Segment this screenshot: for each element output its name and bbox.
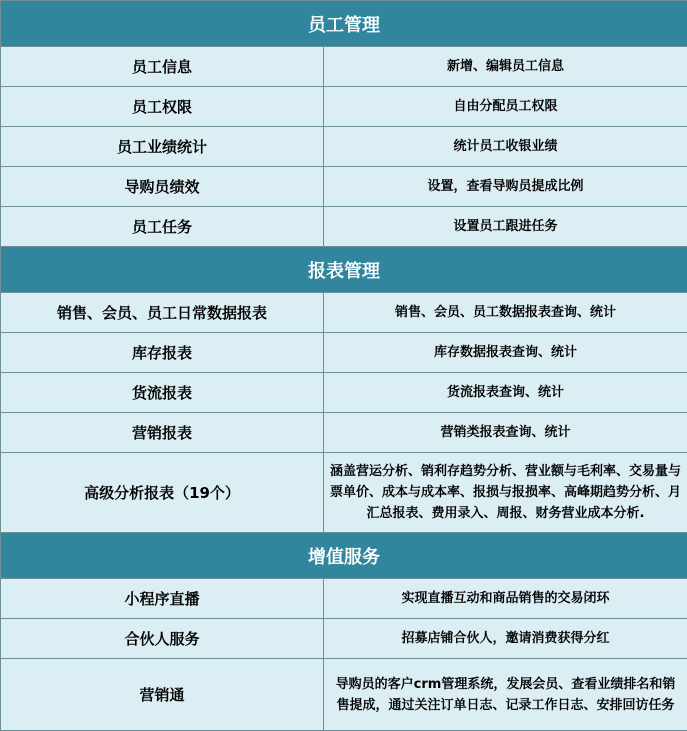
table-row <box>1 47 687 87</box>
table-row <box>1 167 687 207</box>
section-title: 员工管理 <box>1 1 687 47</box>
section-header-value-added <box>1 533 687 579</box>
table-row <box>1 207 687 247</box>
feature-name: 导购员绩效 <box>1 167 324 207</box>
feature-desc: 货流报表查询、统计 <box>324 373 687 413</box>
feature-desc: 自由分配员工权限 <box>324 87 687 127</box>
feature-name: 库存报表 <box>1 333 324 373</box>
table-row <box>1 293 687 333</box>
table-row <box>1 453 687 533</box>
feature-desc: 营销类报表查询、统计 <box>324 413 687 453</box>
feature-name: 员工任务 <box>1 207 324 247</box>
feature-name: 合伙人服务 <box>1 619 324 659</box>
feature-desc: 导购员的客户crm管理系统，发展会员、查看业绩排名和销售提成，通过关注订单日志、记录工作日志、安排回访任务 <box>324 659 687 731</box>
feature-desc: 新增、编辑员工信息 <box>324 47 687 87</box>
feature-desc: 库存数据报表查询、统计 <box>324 333 687 373</box>
feature-name: 销售、会员、员工日常数据报表 <box>1 293 324 333</box>
section-title: 报表管理 <box>1 247 687 293</box>
feature-desc: 招募店铺合伙人，邀请消费获得分红 <box>324 619 687 659</box>
feature-desc: 设置，查看导购员提成比例 <box>324 167 687 207</box>
section-header-reports <box>1 247 687 293</box>
feature-name: 营销通 <box>1 659 324 731</box>
table-row <box>1 333 687 373</box>
table-row <box>1 127 687 167</box>
feature-name: 小程序直播 <box>1 579 324 619</box>
feature-desc: 统计员工收银业绩 <box>324 127 687 167</box>
table-row <box>1 373 687 413</box>
feature-name: 营销报表 <box>1 413 324 453</box>
feature-name: 员工信息 <box>1 47 324 87</box>
section-title: 增值服务 <box>1 533 687 579</box>
feature-name: 货流报表 <box>1 373 324 413</box>
table-row <box>1 413 687 453</box>
table-row <box>1 659 687 731</box>
section-header-staff <box>1 1 687 47</box>
feature-desc: 实现直播互动和商品销售的交易闭环 <box>324 579 687 619</box>
feature-name: 员工业绩统计 <box>1 127 324 167</box>
table-row <box>1 579 687 619</box>
feature-name: 员工权限 <box>1 87 324 127</box>
table-row <box>1 619 687 659</box>
feature-desc: 设置员工跟进任务 <box>324 207 687 247</box>
feature-name: 高级分析报表（19个） <box>1 453 324 533</box>
feature-desc: 销售、会员、员工数据报表查询、统计 <box>324 293 687 333</box>
feature-desc: 涵盖营运分析、销利存趋势分析、营业额与毛利率、交易量与票单价、成本与成本率、报损与报损率、高峰期趋势分析、月汇总报表、费用录入、周报、财务营业成本分析. <box>324 453 687 533</box>
table-row <box>1 87 687 127</box>
